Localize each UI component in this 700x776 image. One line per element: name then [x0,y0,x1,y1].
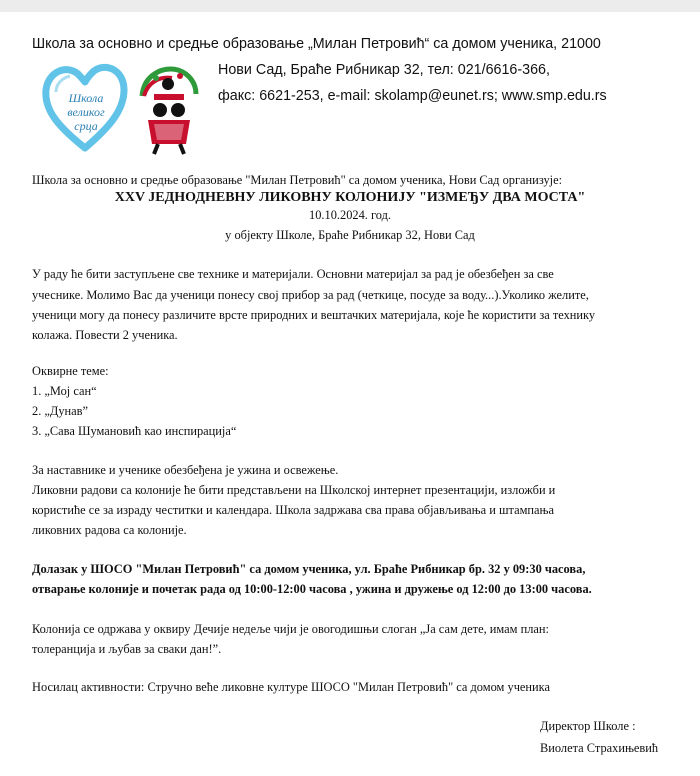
header-line-1: Школа за основно и средње образовање „Милан Петровић“ са домом ученика, 21000 [32,36,601,52]
logo-text-line-1: Школа [68,91,104,105]
slogan-line: Колонија се одржава у оквиру Дечије недеље чији је овогодишњи слоган „Ја сам дете, имам план: [32,622,550,636]
paragraph-1-line: У раду ће бити заступљене све технике и материјали. Основни материјал за рад је обезбеђен за све [32,267,554,281]
signature-name: Виолета Страхињевић [540,741,659,755]
event-date: 10.10.2024. год. [309,208,391,222]
themes-heading: Оквирне теме: [32,364,109,378]
logo-text-line-2: великог [67,105,105,119]
schedule-line: Долазак у ШОСО "Милан Петровић" са домом ученика, ул. Браће Рибникар бр. 32 у 09:30 часова, [32,562,586,576]
school-heart-logo [40,56,130,156]
paragraph-2-line: За наставнике и ученике обезбеђена је ужина и освежење. [32,463,339,477]
paragraph-2-line: ликовних радова са колоније. [32,523,187,537]
event-location: у објекту Школе, Браће Рибникар 32, Нови Сад [225,228,475,242]
organizer-text: Носилац активности: Стручно веће ликовне културе ШОСО "Милан Петровић" са домом ученика [32,680,551,694]
intro-text: Школа за основно и средње образовање "Милан Петровић" са домом ученика, Нови Сад организује: [32,173,563,187]
top-status-strip [0,0,700,12]
theme-item: 3. „Сава Шумановић као инспирација“ [32,424,237,438]
event-title: XXV ЈЕДНОДНЕВНУ ЛИКОВНУ КОЛОНИЈУ "ИЗМЕЂУ ДВА МОСТА" [114,190,586,205]
header-line-2: Нови Сад, Браће Рибникар 32, тел: 021/6616-366, [218,62,550,78]
paragraph-1-line: учеснике. Молимо Вас да ученици понесу свој прибор за рад (четкице, посуде за воду...).Уколико желите, [32,288,589,302]
paragraph-2-line: Ликовни радови са колоније ће бити представљени на Школској интернет презентацији, изложби и [32,483,556,497]
paragraph-1-line: колажа. Повести 2 ученика. [32,328,178,342]
signature-role: Директор Школе : [540,719,636,733]
header-line-3: факс: 6621-253, e-mail: skolamp@eunet.rs; www.smp.edu.rs [218,88,607,104]
paragraph-1-line: ученици могу да понесу различите врсте природних и вештачких материјала, које ће користити за технику [32,308,596,322]
logo-text-line-3: срца [74,119,98,133]
paragraph-2-line: користиће се за израду честитки и календара. Школа задржава сва права објављивања и штампања [32,503,555,517]
theme-item: 1. „Мој сан“ [32,384,97,398]
dancer-emblem-logo [134,60,204,155]
slogan-line: толеранција и љубав за сваки дан!”. [32,642,222,656]
theme-item: 2. „Дунав” [32,404,89,418]
schedule-line: отварање колоније и почетак рада од 10:00-12:00 часова , ужина и дружење од 12:00 до 13:00 часова. [32,582,592,596]
